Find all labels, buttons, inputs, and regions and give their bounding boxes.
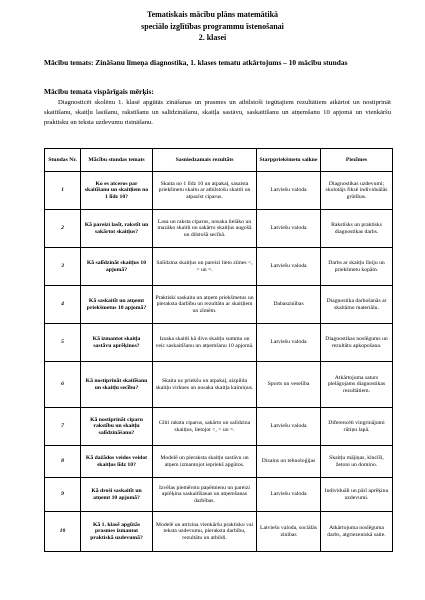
table-row [45,446,393,478]
lesson-result: Skaita no 1 līdz 10 un atpakaļ, sasaista priekšmetu skaitu ar atbilstošu skaitli un atpazīst ciparus. [153,172,257,210]
table-row [45,478,393,512]
lesson-topic: Kā droši saskaitīt un atņemt 10 apjomā? [81,478,153,512]
lesson-topic: Kā saskaitīt un atņemt priekšmetus 10 apjomā? [81,286,153,324]
title-line-2: speciālo izglītības programmu īstenošanai [141,21,284,31]
lesson-number: 2 [45,210,81,248]
lesson-number: 5 [45,324,81,362]
table-row [45,286,393,324]
lesson-result: Izsaka skaitli kā divu skaitļu summu un veic saskaitīšanu un atņemšanu 10 apjomā. [153,324,257,362]
lesson-result: Glīti raksta ciparus, sakārto un salīdzina skaitļus, lietojot <, > un =. [153,408,257,446]
lesson-notes: Diagnostikas noslēgums un rezultātu apkopošana. [321,324,393,362]
topic-heading: Mācību temats: Zināšanu līmeņa diagnostika, 1. klases tematu atkārtojums – 10 mācību stundas [44,58,348,67]
header-nr: Stundas Nr. [45,149,81,172]
lesson-number: 8 [45,446,81,478]
table-row [45,408,393,446]
table-row [45,512,393,552]
lesson-topic: Kā izmantot skaitļa sastāvu aprēķinos? [81,324,153,362]
lesson-topic: Kā nostiprināt skaitīšanu un skaitļu secību? [81,362,153,408]
lesson-result: Modelē un atrisina vienkāršu praktisku vai teksta uzdevumu, pieraksta darbību, rezultātu un atbildi. [153,512,257,552]
table-row [45,248,393,286]
lesson-result: Modelē un pieraksta skaitļu sastāvu un atņem izmantojot iepriekš apgūtos. [153,446,257,478]
lesson-notes: Diferencēti vingrinājumi rūtiņu lapā. [321,408,393,446]
lesson-topic: Kā pareizi lasīt, rakstīt un sakārtot skaitļus? [81,210,153,248]
lesson-notes: Individuāli un pārī aprēķinu uzdevumi. [321,478,393,512]
lesson-notes: Rakstīsks un praktisks diagnostikas darbs. [321,210,393,248]
lesson-link: Latviešu valoda [257,324,321,362]
lesson-plan-table [44,148,393,552]
lesson-number: 10 [45,512,81,552]
lesson-link: Sports un veselība [257,362,321,408]
table-row [45,362,393,408]
title-line-3: 2. klasei [198,33,227,42]
lesson-link: Latviešu valoda [257,172,321,210]
header-tema: Mācību stundas temats [81,149,153,172]
lesson-notes: Darbs ar skaitļu līniju un priekšmetu kopām. [321,248,393,286]
header-piezimes: Piezīmes [321,149,393,172]
lesson-result: Lasa un raksta ciparus, nosaka lielāko un mazāko skaitli un sakārto skaitļus augošā un dilstošā secībā. [153,210,257,248]
lesson-number: 7 [45,408,81,446]
lesson-link: Latviešu valoda [257,210,321,248]
lesson-result: Izvēlas piemērotu paņēmienu un pareizi aprēķina saskaitīšanas un atņemšanas darbības. [153,478,257,512]
table-row [45,324,393,362]
lesson-link: Latviešu valoda [257,478,321,512]
lesson-link: Latviešu valoda, sociālās zinības [257,512,321,552]
goal-text: Diagnosticēt skolēnu 1. klasē apgūtās zināšanas un prasmes un atbilstoši iegūtajiem rezultātiem atkārtot un nostiprināt skaitīšanu, skaitļu lasīšanu, rakstīšanu un salīdzināšanu, skaitļa sastāvu, saskaitīšanu un atņemšanu 10 apjomā un vienkāršu praktisku un teksta uzdevumu risināšanu. [44,99,391,126]
lesson-link: Dabaszinības [257,286,321,324]
lesson-topic: Kā salīdzināt skaitļus 10 apjomā? [81,248,153,286]
lesson-result: Skaita uz priekšu un atpakaļ, aizpilda skaitļu virknes un nosaka skaitļa kaimiņus. [153,362,257,408]
lesson-link: Dizains un tehnoloģijas [257,446,321,478]
lesson-result: Praktiski saskaita un atņem priekšmetus un pieraksta darbību un rezultātu ar skaitļiem un zīmēm. [153,286,257,324]
lesson-topic: Kā dažādos veidos veidot skaitļus līdz 10? [81,446,153,478]
lesson-link: Latviešu valoda [257,408,321,446]
lesson-topic: Kā nostiprināt ciparu rakstību un skaitļu salīdzināšanu? [81,408,153,446]
lesson-result: Salīdzina skaitļus un pareizi lieto zīmes <, > un =. [153,248,257,286]
document-title [0,9,425,44]
title-line-1: Tematiskais mācību plāns matemātikā [146,10,279,19]
goal-heading: Mācību temata vispārīgais mērķis: [44,87,154,96]
lesson-number: 1 [45,172,81,210]
lesson-notes: Atkārtojuma noslēguma darbs, atgriezeniskā saite. [321,512,393,552]
table-header-row [45,149,393,172]
lesson-number: 4 [45,286,81,324]
table-row [45,172,393,210]
lesson-notes: Skaitļu mājiņas, klucīši, žetoni un domino. [321,446,393,478]
lesson-notes: Atkārtojuma saturs pielāgojams diagnostikas rezultātiem. [321,362,393,408]
lesson-topic: Ko es atceros par skaitīšanu un skaitļiem no 1 līdz 10? [81,172,153,210]
table-row [45,210,393,248]
lesson-number: 9 [45,478,81,512]
lesson-number: 3 [45,248,81,286]
header-rezultats: Sasniedzamais rezultāts [153,149,257,172]
lesson-link: Latviešu valoda [257,248,321,286]
header-saikne: Starppriekšmetu saikne [257,149,321,172]
lesson-number: 6 [45,362,81,408]
lesson-notes: Diagnostikas uzdevumi; skolotājs fiksē individuālās grūtības. [321,172,393,210]
lesson-topic: Kā 1. klasē apgūtās prasmes izmantot praktiskā uzdevumā? [81,512,153,552]
lesson-notes: Diagnostika darbošanās ar skaitāmo materiālu. [321,286,393,324]
